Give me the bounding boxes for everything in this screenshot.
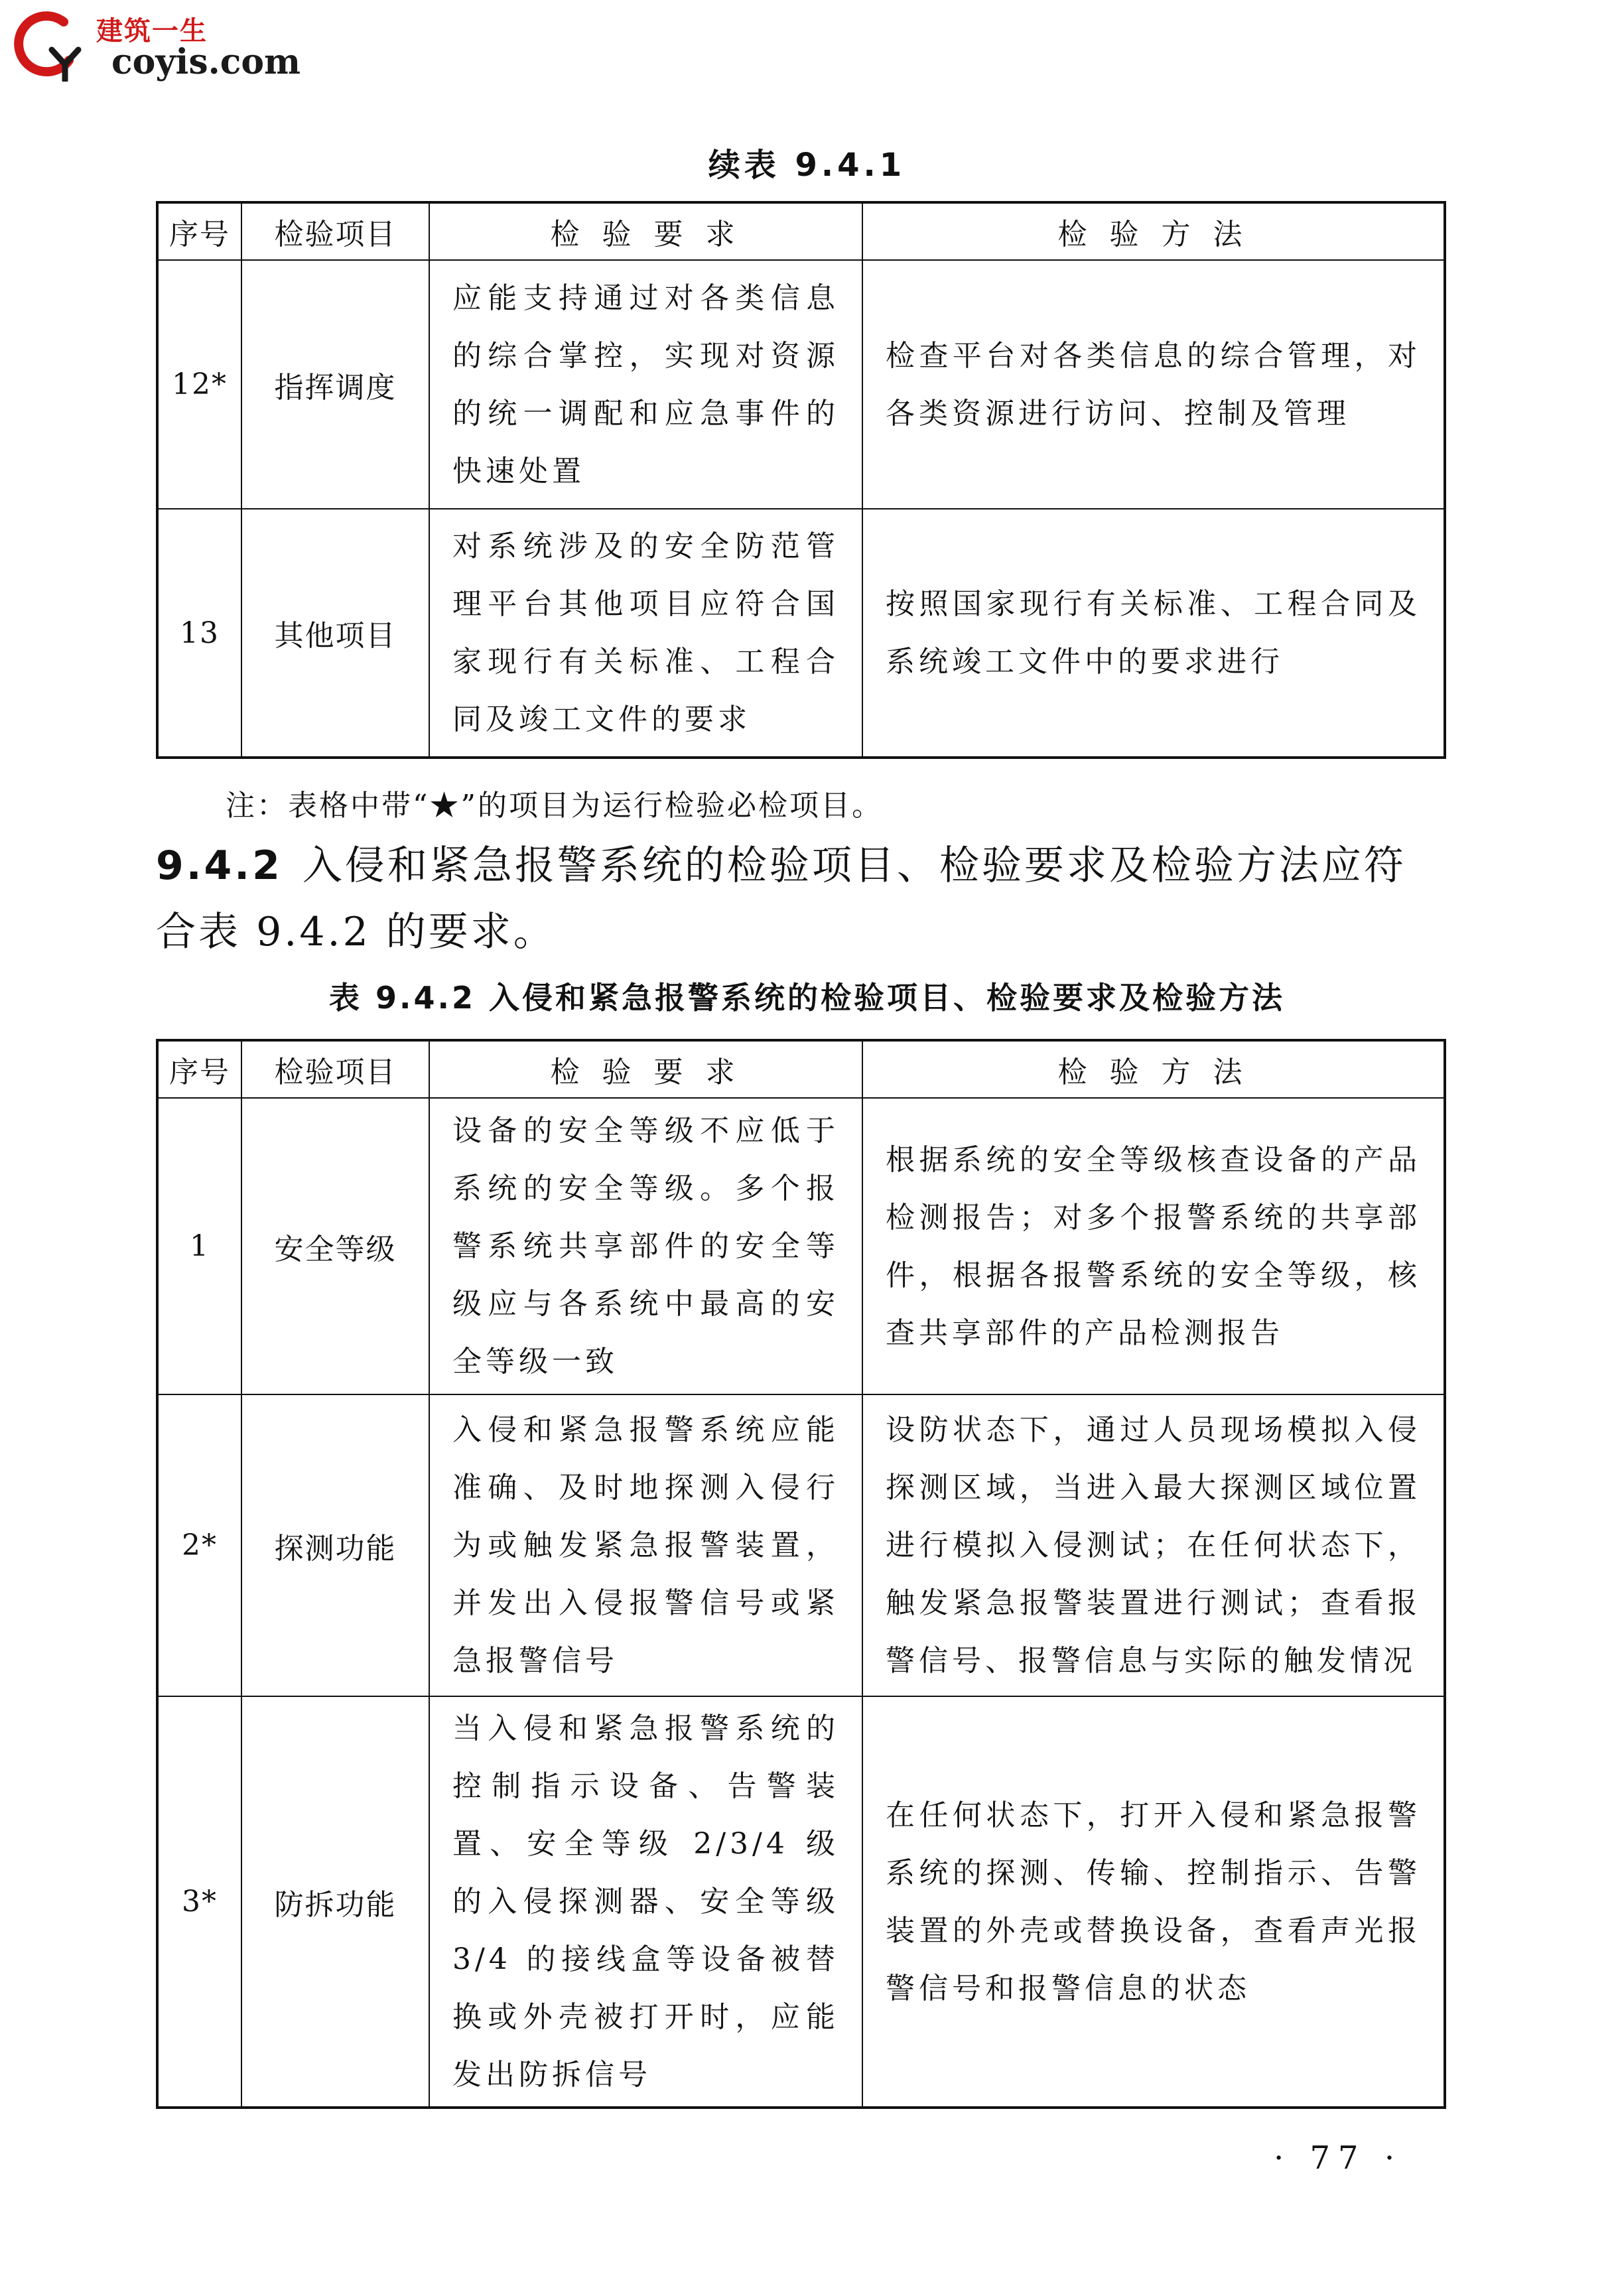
table-header-row [157, 1040, 1445, 1098]
table-row [157, 1394, 1445, 1696]
row-no: 1 [157, 1098, 241, 1394]
inspection-table-continued [156, 201, 1446, 759]
row-no: 3* [157, 1696, 241, 2108]
logo-url-text: coyis.com [111, 42, 301, 82]
table2-caption: 表 9.4.2 入侵和紧急报警系统的检验项目、检验要求及检验方法 [329, 980, 1285, 1016]
row-method: 在任何状态下，打开入侵和紧急报警系统的探测、传输、控制指示、告警装置的外壳或替换设备，查看声光报警信号和报警信息的状态 [862, 1696, 1445, 2108]
site-logo [7, 3, 299, 83]
table-row [157, 509, 1445, 758]
header-method: 检 验 方 法 [862, 1040, 1445, 1098]
row-requirement: 对系统涉及的安全防范管理平台其他项目应符合国家现行有关标准、工程合同及竣工文件的要求 [429, 509, 862, 758]
row-no: 13 [157, 509, 241, 758]
logo-mark-icon [12, 9, 85, 82]
header-requirement: 检 验 要 求 [429, 1040, 862, 1098]
row-method: 检查平台对各类信息的综合管理，对各类资源进行访问、控制及管理 [862, 260, 1445, 509]
header-method: 检 验 方 法 [862, 202, 1445, 260]
row-no: 2* [157, 1394, 241, 1696]
table-header-row [157, 202, 1445, 260]
row-item: 指挥调度 [241, 260, 429, 509]
table-row [157, 1098, 1445, 1394]
row-requirement: 设备的安全等级不应低于系统的安全等级。多个报警系统共享部件的安全等级应与各系统中最高的安全等级一致 [429, 1098, 862, 1394]
table-row [157, 1696, 1445, 2108]
page-number: · 77 · [1274, 2139, 1403, 2177]
table-row [157, 260, 1445, 509]
header-no: 序号 [157, 202, 241, 260]
row-item: 防拆功能 [241, 1696, 429, 2108]
row-no: 12* [157, 260, 241, 509]
logo-cn-text: 建筑一生 [96, 16, 208, 46]
header-item: 检验项目 [241, 1040, 429, 1098]
row-requirement: 应能支持通过对各类信息的综合掌控，实现对资源的统一调配和应急事件的快速处置 [429, 260, 862, 509]
row-requirement: 入侵和紧急报警系统应能准确、及时地探测入侵行为或触发紧急报警装置，并发出入侵报警信号或紧急报警信号 [429, 1394, 862, 1696]
row-method: 根据系统的安全等级核查设备的产品检测报告；对多个报警系统的共享部件，根据各报警系统的安全等级，核查共享部件的产品检测报告 [862, 1098, 1445, 1394]
header-item: 检验项目 [241, 202, 429, 260]
header-requirement: 检 验 要 求 [429, 202, 862, 260]
header-no: 序号 [157, 1040, 241, 1098]
section-text: 入侵和紧急报警系统的检验项目、检验要求及检验方法应符合表 9.4.2 的要求。 [156, 843, 1406, 955]
section-number: 9.4.2 [156, 843, 283, 889]
row-method: 设防状态下，通过人员现场模拟入侵探测区域，当进入最大探测区域位置进行模拟入侵测试；在任何状态下，触发紧急报警装置进行测试；查看报警信号、报警信息与实际的触发情况 [862, 1394, 1445, 1696]
section-paragraph [156, 833, 1446, 965]
row-method: 按照国家现行有关标准、工程合同及系统竣工文件中的要求进行 [862, 509, 1445, 758]
intrusion-alarm-table [156, 1039, 1446, 2109]
row-item: 其他项目 [241, 509, 429, 758]
row-requirement: 当入侵和紧急报警系统的控制指示设备、告警装置、安全等级 2/3/4 级的入侵探测器、安全等级 3/4 的接线盒等设备被替换或外壳被打开时，应能发出防拆信号 [429, 1696, 862, 2108]
table1-caption: 续表 9.4.1 [708, 147, 906, 184]
table-note: 注：表格中带“★”的项目为运行检验必检项目。 [226, 789, 883, 823]
row-item: 探测功能 [241, 1394, 429, 1696]
row-item: 安全等级 [241, 1098, 429, 1394]
